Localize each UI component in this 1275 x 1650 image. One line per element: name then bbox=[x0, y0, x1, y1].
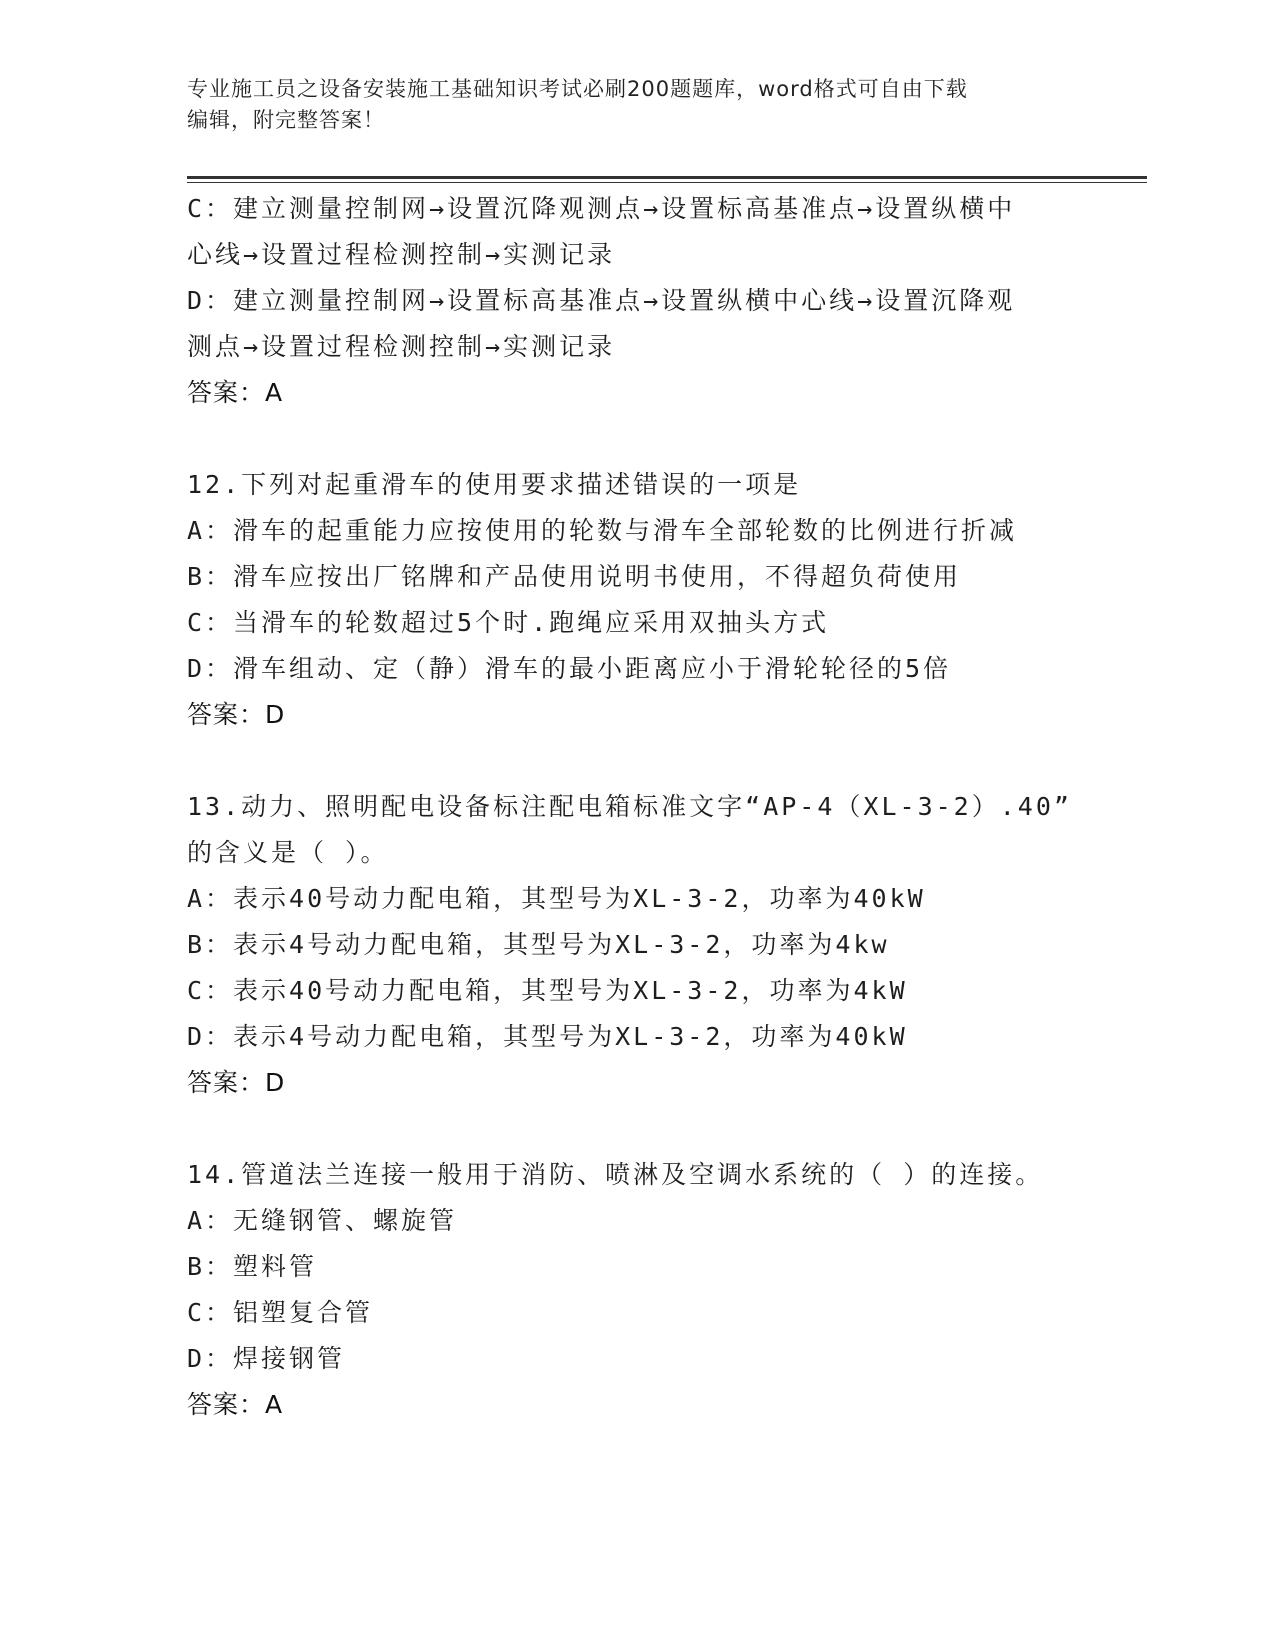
q12-option-d: D：滑车组动、定（静）滑车的最小距离应小于滑轮轮径的5倍 bbox=[187, 654, 952, 683]
spacer bbox=[187, 738, 1087, 784]
q11-option-d-line-1: D：建立测量控制网→设置标高基准点→设置纵横中心线→设置沉降观 bbox=[187, 286, 1016, 315]
q14-stem: 14.管道法兰连接一般用于消防、喷淋及空调水系统的（ ）的连接。 bbox=[187, 1160, 1044, 1189]
spacer bbox=[187, 1106, 1087, 1152]
question-11-tail bbox=[187, 186, 1087, 416]
q12-answer: 答案：D bbox=[187, 700, 286, 729]
q14-option-b: B：塑料管 bbox=[187, 1252, 318, 1281]
q14-option-a: A：无缝钢管、螺旋管 bbox=[187, 1206, 458, 1235]
q13-option-d: D：表示4号动力配电箱，其型号为XL-3-2，功率为40kW bbox=[187, 1022, 908, 1051]
q13-option-b: B：表示4号动力配电箱，其型号为XL-3-2，功率为4kw bbox=[187, 930, 890, 959]
q14-answer: 答案：A bbox=[187, 1390, 284, 1419]
header-line-2: 编辑，附完整答案！ bbox=[187, 108, 385, 132]
document-body bbox=[187, 186, 1087, 1428]
header-rule-thin bbox=[187, 182, 1147, 183]
q13-answer: 答案：D bbox=[187, 1068, 286, 1097]
q11-option-c-line-1: C：建立测量控制网→设置沉降观测点→设置标高基准点→设置纵横中 bbox=[187, 194, 1016, 223]
q11-option-d-line-2: 测点→设置过程检测控制→实测记录 bbox=[187, 332, 616, 361]
spacer bbox=[187, 416, 1087, 462]
header-line-1: 专业施工员之设备安装施工基础知识考试必刷200题题库，word格式可自由下载 bbox=[187, 77, 968, 101]
q14-option-c: C：铝塑复合管 bbox=[187, 1298, 374, 1327]
question-13 bbox=[187, 784, 1087, 1106]
q13-stem-line-2: 的含义是（ ）。 bbox=[187, 838, 389, 867]
document-header bbox=[187, 74, 1087, 136]
q11-answer: 答案：A bbox=[187, 378, 284, 407]
q13-option-c: C：表示40号动力配电箱，其型号为XL-3-2，功率为4kW bbox=[187, 976, 908, 1005]
q12-option-a: A：滑车的起重能力应按使用的轮数与滑车全部轮数的比例进行折减 bbox=[187, 516, 1018, 545]
q12-option-c: C：当滑车的轮数超过5个时.跑绳应采用双抽头方式 bbox=[187, 608, 830, 637]
q12-option-b: B：滑车应按出厂铭牌和产品使用说明书使用，不得超负荷使用 bbox=[187, 562, 962, 591]
q12-stem: 12.下列对起重滑车的使用要求描述错误的一项是 bbox=[187, 470, 802, 499]
q14-option-d: D：焊接钢管 bbox=[187, 1344, 346, 1373]
question-12 bbox=[187, 462, 1087, 738]
question-14 bbox=[187, 1152, 1087, 1428]
q13-option-a: A：表示40号动力配电箱，其型号为XL-3-2，功率为40kW bbox=[187, 884, 926, 913]
q11-option-c-line-2: 心线→设置过程检测控制→实测记录 bbox=[187, 240, 616, 269]
header-rule-thick bbox=[187, 176, 1147, 179]
q13-stem-line-1: 13.动力、照明配电设备标注配电箱标准文字“AP-4（XL-3-2）.40” bbox=[187, 792, 1072, 821]
